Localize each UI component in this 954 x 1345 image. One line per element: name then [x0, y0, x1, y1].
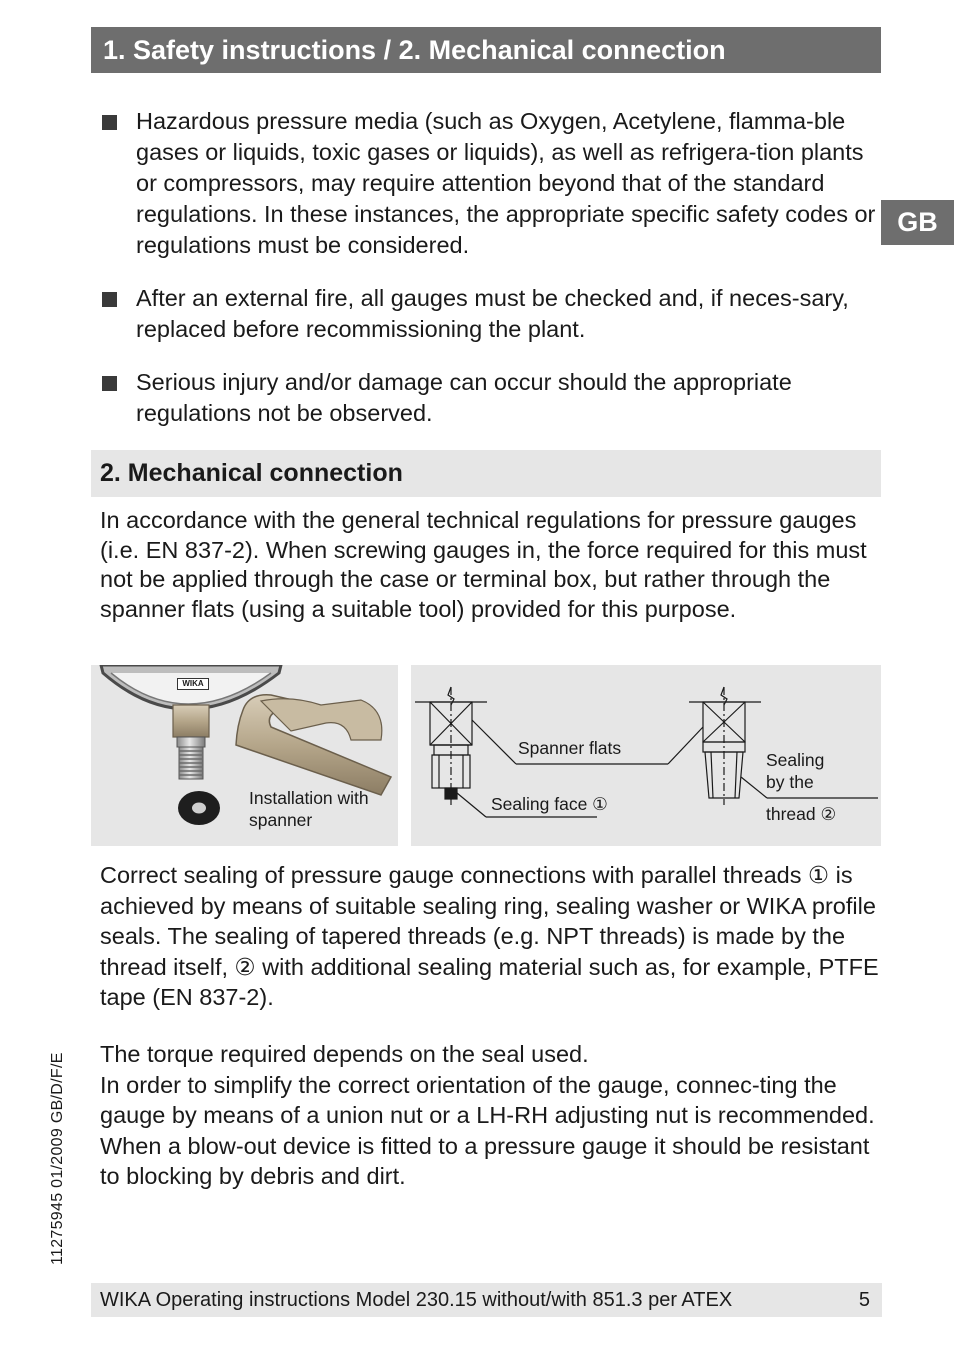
list-item: [100, 367, 880, 429]
sealing-paragraph: Correct sealing of pressure gauge connections with parallel threads ① is achieved by means of suitable sealing ring, sealing washer or WIKA profile seals. The sealing of tapered threads (e.g. NPT threads) is made by the thread itself, ② with additional sealing material such as, for example, PTFE tape (EN 837-2).: [100, 862, 879, 1010]
page-header: [91, 27, 881, 73]
section-title: 2. Mechanical connection: [100, 459, 403, 487]
list-item: [100, 283, 880, 345]
language-label: GB: [897, 207, 938, 237]
torque-sentence: The torque required depends on the seal used.: [100, 1041, 589, 1067]
installation-figure: [91, 665, 398, 846]
spanner-flats-label: Spanner flats: [518, 738, 622, 758]
list-item: [100, 106, 880, 261]
installation-caption: Installation with spanner: [249, 788, 369, 830]
section-heading: [91, 450, 881, 497]
connection-diagram: [411, 665, 881, 846]
document-code: 11275945 01/2009 GB/D/F/E: [49, 1052, 66, 1265]
page-number: 5: [858, 1289, 870, 1311]
bullet-square-icon: [102, 115, 117, 130]
sealing-face-label: Sealing face ①: [491, 794, 608, 814]
footer-title: WIKA Operating instructions Model 230.15 without/with 851.3 per ATEX: [100, 1289, 733, 1311]
torque-paragraph: [100, 1039, 885, 1192]
intro-paragraph: In accordance with the general technical regulations for pressure gauges (i.e. EN 837-2). When screwing gauges in, the force required for this must not be applied through the case or terminal box, but rather through the spanner flats (using a suitable tool) provided for this purpose.: [100, 507, 867, 622]
safety-bullet-list: [100, 106, 880, 451]
bullet-text: After an external fire, all gauges must be checked and, if neces-sary, replaced before recommissioning the plant.: [136, 285, 849, 342]
orientation-sentence: In order to simplify the correct orientation of the gauge, connec-ting the gauge by means of a union nut or a LH-RH adjusting nut is recommended. When a blow-out device is fitted to a pressure gauge it should be resistant to blocking by debris and dirt.: [100, 1071, 875, 1189]
wika-logo: WIKA: [177, 678, 209, 690]
page-footer: [91, 1283, 882, 1317]
bullet-text: Hazardous pressure media (such as Oxygen, Acetylene, flamma-ble gases or liquids, toxic gases or liquids), as well as refrigera-tion plants or compressors, may require attention beyond that of the standard regulations. In these instances, the appropriate specific safety codes or regulations must be considered.: [136, 108, 876, 258]
sealing-thread-label: Sealing by the thread ②: [766, 750, 837, 824]
bullet-square-icon: [102, 292, 117, 307]
header-title: 1. Safety instructions / 2. Mechanical connection: [103, 35, 726, 65]
language-tab: [881, 200, 954, 245]
bullet-text: Serious injury and/or damage can occur should the appropriate regulations not be observed.: [136, 369, 792, 426]
bullet-square-icon: [102, 376, 117, 391]
